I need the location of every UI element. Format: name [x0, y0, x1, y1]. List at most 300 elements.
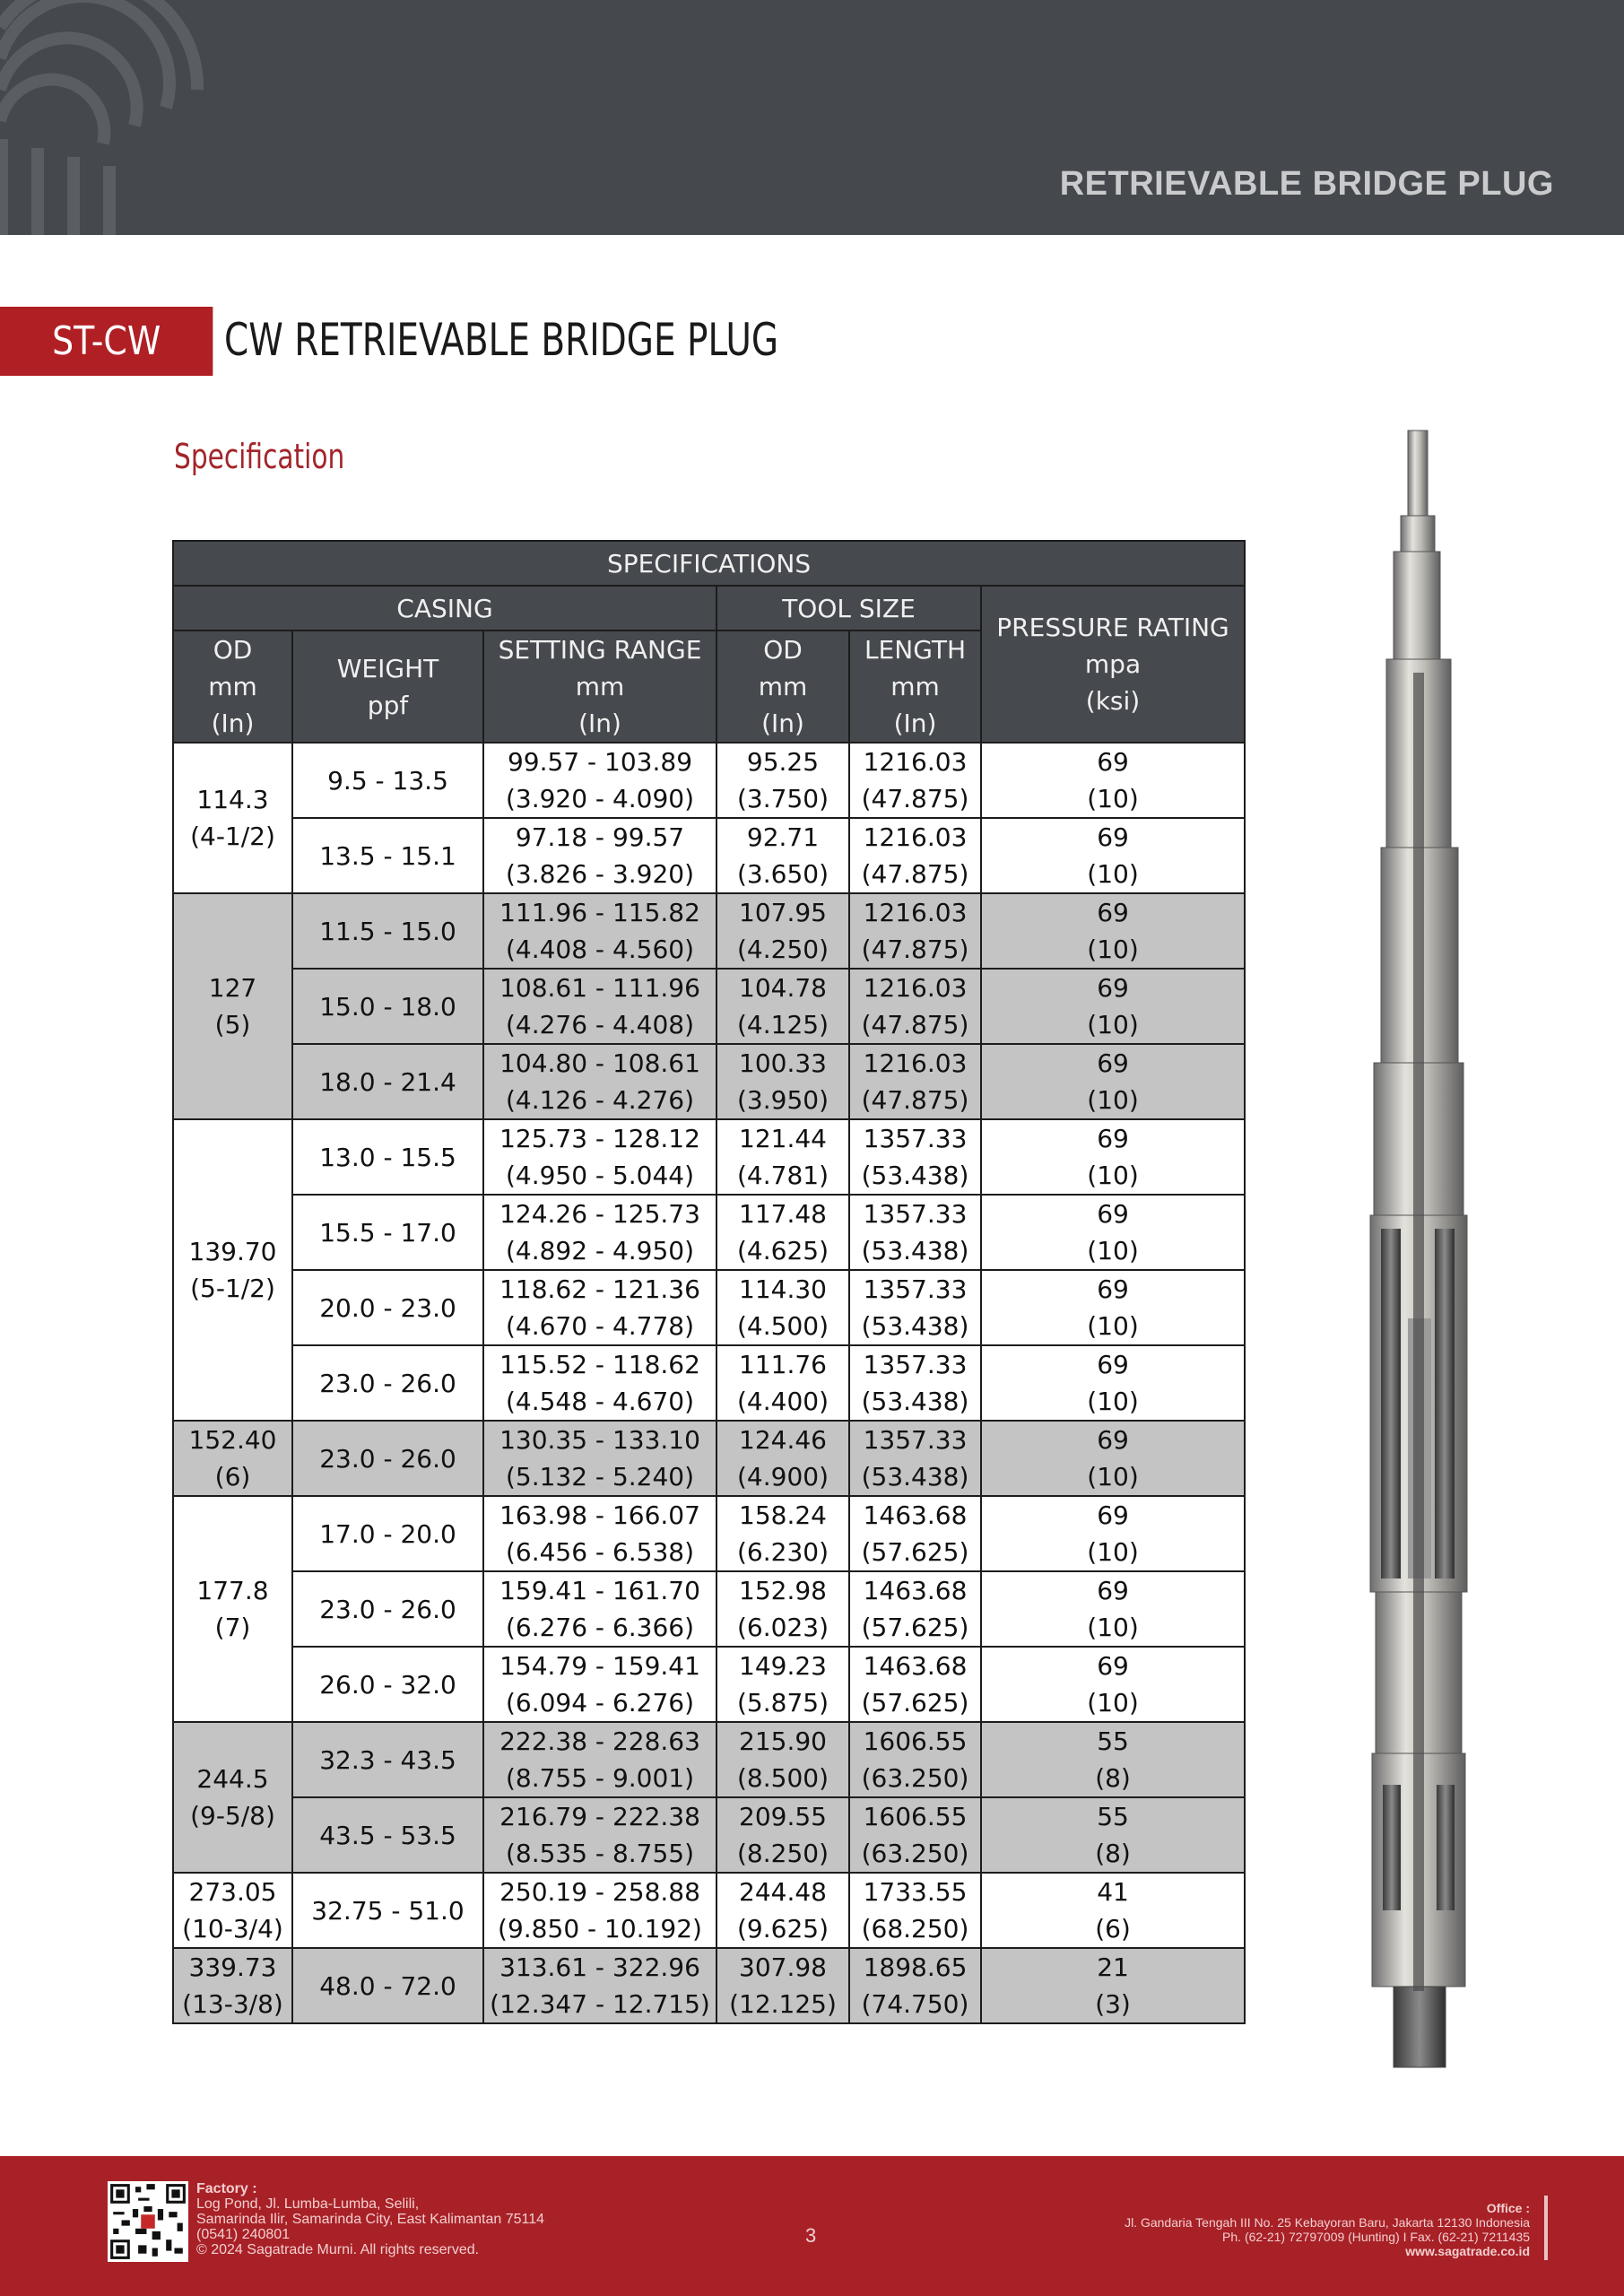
- pressure-rating-cell: [981, 1948, 1245, 2023]
- length-cell-line-1: 1463.68: [863, 1651, 968, 1681]
- casing-od-cell-line-2: (13-3/8): [182, 1989, 283, 2019]
- length-cell: [849, 1345, 981, 1421]
- weight-cell: [292, 743, 483, 818]
- tool-od-cell-line-2: (12.125): [729, 1989, 837, 2019]
- table-row: [173, 1044, 1245, 1119]
- pressure-rating-cell-line-2: (10): [1087, 935, 1139, 964]
- tool-od-cell-line-2: (4.625): [736, 1236, 829, 1265]
- setting-range-cell-line-1: 125.73 - 128.12: [499, 1124, 700, 1153]
- weight-cell-line-1: 20.0 - 23.0: [319, 1292, 456, 1323]
- length-cell-line-2: (47.875): [861, 1010, 969, 1039]
- weight-cell-line-1: 13.0 - 15.5: [319, 1142, 456, 1172]
- length-cell: [849, 1571, 981, 1647]
- setting-range-cell-line-2: (4.408 - 4.560): [505, 935, 695, 964]
- header-casing-od-label: OD: [213, 635, 253, 665]
- pressure-rating-cell-line-2: (8): [1095, 1763, 1131, 1793]
- weight-cell-line-1: 15.5 - 17.0: [319, 1217, 456, 1248]
- bridge-plug-illustration-icon: [1318, 422, 1515, 2090]
- length-cell-line-2: (47.875): [861, 935, 969, 964]
- setting-range-cell-line-1: 108.61 - 111.96: [499, 973, 700, 1003]
- setting-range-cell: [483, 893, 716, 969]
- copyright: © 2024 Sagatrade Murni. All rights reserved.: [196, 2242, 480, 2257]
- casing-od-cell-line-2: (5): [214, 1010, 251, 1039]
- setting-range-cell-line-1: 163.98 - 166.07: [499, 1500, 700, 1530]
- pressure-rating-cell: [981, 1797, 1245, 1873]
- length-cell-line-2: (57.625): [861, 1688, 969, 1718]
- table-row: [173, 1345, 1245, 1421]
- pressure-rating-cell-line-1: 69: [1097, 1199, 1129, 1229]
- pressure-rating-cell: [981, 1421, 1245, 1496]
- pressure-rating-cell: [981, 1496, 1245, 1571]
- casing-group: [173, 1119, 1245, 1421]
- header-length-unit-mm: mm: [890, 672, 940, 701]
- setting-range-cell: [483, 1195, 716, 1270]
- pressure-rating-cell: [981, 893, 1245, 969]
- qr-code-icon[interactable]: [108, 2181, 188, 2262]
- tool-od-cell-line-2: (4.400): [736, 1387, 829, 1416]
- length-cell-line-1: 1357.33: [863, 1425, 968, 1455]
- tool-od-cell-line-2: (5.875): [736, 1688, 829, 1718]
- page-number: 3: [805, 2224, 817, 2247]
- setting-range-cell-line-1: 99.57 - 103.89: [507, 747, 693, 777]
- setting-range-cell: [483, 1270, 716, 1345]
- pressure-rating-cell: [981, 1722, 1245, 1797]
- length-cell: [849, 1722, 981, 1797]
- pressure-rating-cell-line-2: (10): [1087, 1387, 1139, 1416]
- pressure-rating-cell: [981, 969, 1245, 1044]
- tool-od-cell: [716, 743, 849, 818]
- length-cell-line-1: 1606.55: [863, 1802, 968, 1831]
- header-casing-od-unit-in: (In): [211, 709, 255, 738]
- office-address: [1125, 2201, 1530, 2258]
- office-line-2: Ph. (62-21) 72797009 (Hunting) I Fax. (62-21) 7211435: [1222, 2230, 1530, 2244]
- length-cell-line-2: (68.250): [861, 1914, 969, 1944]
- setting-range-cell: [483, 1496, 716, 1571]
- casing-group: [173, 1722, 1245, 1873]
- length-cell-line-1: 1357.33: [863, 1199, 968, 1229]
- tool-od-cell-line-2: (8.250): [736, 1839, 829, 1868]
- office-line-1: Jl. Gandaria Tengah III No. 25 Kebayoran Baru, Jakarta 12130 Indonesia: [1125, 2215, 1530, 2230]
- header-pressure-label: PRESSURE RATING: [996, 613, 1229, 642]
- length-cell-line-2: (47.875): [861, 1085, 969, 1115]
- setting-range-cell: [483, 1119, 716, 1195]
- setting-range-cell-line-2: (4.670 - 4.778): [505, 1311, 695, 1341]
- pressure-rating-cell-line-1: 55: [1097, 1802, 1129, 1831]
- tool-od-cell-line-1: 209.55: [739, 1802, 827, 1831]
- table-row: [173, 1948, 1245, 2023]
- header-tool-od: [716, 631, 849, 743]
- length-cell-line-1: 1898.65: [863, 1952, 968, 1982]
- table-row: [173, 1195, 1245, 1270]
- pressure-rating-cell-line-2: (10): [1087, 1613, 1139, 1642]
- tool-od-cell-line-1: 111.76: [739, 1350, 827, 1379]
- table-row: [173, 1270, 1245, 1345]
- pressure-rating-cell-line-2: (10): [1087, 1085, 1139, 1115]
- tool-od-cell-line-1: 215.90: [739, 1726, 827, 1756]
- table-row: [173, 969, 1245, 1044]
- tool-od-cell-line-2: (3.650): [736, 859, 829, 889]
- setting-range-cell: [483, 1345, 716, 1421]
- weight-cell: [292, 1571, 483, 1647]
- header-tool-od-unit-in: (In): [761, 709, 804, 738]
- pressure-rating-cell-line-2: (8): [1095, 1839, 1131, 1868]
- weight-cell: [292, 1797, 483, 1873]
- pressure-rating-cell-line-1: 69: [1097, 1350, 1129, 1379]
- setting-range-cell: [483, 1647, 716, 1722]
- office-divider: [1544, 2196, 1548, 2260]
- tool-od-cell: [716, 1345, 849, 1421]
- tool-od-cell-line-2: (4.125): [736, 1010, 829, 1039]
- setting-range-cell-line-1: 118.62 - 121.36: [499, 1274, 700, 1304]
- tool-od-cell-line-1: 124.46: [739, 1425, 827, 1455]
- pressure-rating-cell: [981, 1044, 1245, 1119]
- length-cell-line-1: 1216.03: [863, 973, 968, 1003]
- setting-range-cell-line-1: 313.61 - 322.96: [499, 1952, 700, 1982]
- tool-od-cell: [716, 1195, 849, 1270]
- weight-cell: [292, 1345, 483, 1421]
- pressure-rating-cell-line-1: 69: [1097, 1500, 1129, 1530]
- setting-range-cell-line-2: (9.850 - 10.192): [498, 1914, 702, 1944]
- office-label: Office :: [1486, 2201, 1530, 2215]
- casing-od-cell-line-1: 139.70: [188, 1237, 277, 1266]
- header-tool-size: TOOL SIZE: [716, 586, 981, 631]
- length-cell-line-1: 1357.33: [863, 1124, 968, 1153]
- tool-od-cell-line-1: 121.44: [739, 1124, 827, 1153]
- weight-cell-line-1: 11.5 - 15.0: [319, 916, 456, 946]
- tool-od-cell: [716, 1722, 849, 1797]
- tool-od-cell-line-2: (3.950): [736, 1085, 829, 1115]
- length-cell: [849, 1270, 981, 1345]
- header-casing-od-unit-mm: mm: [208, 672, 257, 701]
- setting-range-cell-line-2: (4.276 - 4.408): [505, 1010, 695, 1039]
- casing-od-cell-line-1: 152.40: [188, 1425, 277, 1455]
- casing-od-cell-line-1: 177.8: [196, 1576, 269, 1605]
- setting-range-cell-line-1: 111.96 - 115.82: [499, 898, 700, 927]
- tool-od-cell: [716, 1496, 849, 1571]
- pressure-rating-cell: [981, 1195, 1245, 1270]
- casing-group: [173, 1873, 1245, 1948]
- weight-cell: [292, 1119, 483, 1195]
- pressure-rating-cell-line-1: 41: [1097, 1877, 1129, 1907]
- pressure-rating-cell-line-2: (10): [1087, 859, 1139, 889]
- casing-od-cell-line-2: (10-3/4): [182, 1914, 283, 1944]
- header-title: RETRIEVABLE BRIDGE PLUG: [1059, 165, 1554, 203]
- casing-group: [173, 1496, 1245, 1722]
- setting-range-cell-line-1: 154.79 - 159.41: [499, 1651, 700, 1681]
- table-row: [173, 1647, 1245, 1722]
- pressure-rating-cell-line-1: 69: [1097, 973, 1129, 1003]
- length-cell-line-1: 1216.03: [863, 898, 968, 927]
- setting-range-cell: [483, 1571, 716, 1647]
- length-cell: [849, 1119, 981, 1195]
- tool-od-cell-line-1: 100.33: [739, 1048, 827, 1078]
- tool-od-cell-line-2: (3.750): [736, 784, 829, 813]
- length-cell: [849, 969, 981, 1044]
- table-title: SPECIFICATIONS: [173, 541, 1245, 586]
- pressure-rating-cell: [981, 1873, 1245, 1948]
- tool-od-cell: [716, 1797, 849, 1873]
- length-cell-line-2: (57.625): [861, 1537, 969, 1567]
- casing-od-cell-line-1: 244.5: [196, 1764, 269, 1794]
- specifications-table: [172, 540, 1246, 2024]
- length-cell-line-2: (53.438): [861, 1387, 969, 1416]
- length-cell-line-2: (63.250): [861, 1839, 969, 1868]
- length-cell: [849, 1948, 981, 2023]
- length-cell-line-1: 1216.03: [863, 1048, 968, 1078]
- length-cell-line-2: (74.750): [861, 1989, 969, 2019]
- tool-od-cell-line-1: 117.48: [739, 1199, 827, 1229]
- tool-od-cell-line-1: 158.24: [739, 1500, 827, 1530]
- weight-cell: [292, 1722, 483, 1797]
- pressure-rating-cell-line-1: 69: [1097, 1576, 1129, 1605]
- length-cell-line-2: (53.438): [861, 1462, 969, 1492]
- casing-od-cell-line-2: (5-1/2): [190, 1274, 275, 1303]
- tool-od-cell-line-2: (4.250): [736, 935, 829, 964]
- tool-od-cell-line-2: (8.500): [736, 1763, 829, 1793]
- header-pressure-rating: [981, 586, 1245, 743]
- header-tool-od-unit-mm: mm: [758, 672, 808, 701]
- weight-cell-line-1: 32.75 - 51.0: [311, 1895, 465, 1926]
- casing-od-cell-line-1: 273.05: [188, 1877, 277, 1907]
- casing-od-cell-line-2: (7): [214, 1613, 251, 1642]
- setting-range-cell-line-2: (4.548 - 4.670): [505, 1387, 695, 1416]
- weight-cell-line-1: 13.5 - 15.1: [319, 840, 456, 871]
- weight-cell: [292, 818, 483, 893]
- setting-range-cell: [483, 969, 716, 1044]
- casing-od-cell-line-2: (4-1/2): [190, 822, 275, 851]
- length-cell: [849, 1421, 981, 1496]
- length-cell: [849, 743, 981, 818]
- weight-cell: [292, 893, 483, 969]
- weight-cell-line-1: 23.0 - 26.0: [319, 1594, 456, 1624]
- weight-cell: [292, 1496, 483, 1571]
- tool-od-cell-line-1: 92.71: [746, 822, 820, 852]
- length-cell-line-2: (53.438): [861, 1236, 969, 1265]
- weight-cell-line-1: 32.3 - 43.5: [319, 1744, 456, 1775]
- length-cell-line-1: 1733.55: [863, 1877, 968, 1907]
- length-cell-line-1: 1216.03: [863, 822, 968, 852]
- length-cell-line-1: 1216.03: [863, 747, 968, 777]
- pressure-rating-cell-line-1: 69: [1097, 1048, 1129, 1078]
- length-cell: [849, 1647, 981, 1722]
- setting-range-cell-line-2: (6.456 - 6.538): [505, 1537, 695, 1567]
- length-cell-line-2: (57.625): [861, 1613, 969, 1642]
- length-cell: [849, 1797, 981, 1873]
- factory-line-1: Log Pond, Jl. Lumba-Lumba, Selili,: [196, 2196, 420, 2212]
- setting-range-cell: [483, 1797, 716, 1873]
- pressure-rating-cell-line-1: 69: [1097, 1124, 1129, 1153]
- casing-group: [173, 1948, 1245, 2023]
- tool-od-cell-line-2: (9.625): [736, 1914, 829, 1944]
- pressure-rating-cell-line-1: 55: [1097, 1726, 1129, 1756]
- pressure-rating-cell: [981, 743, 1245, 818]
- header-weight-label: WEIGHT: [336, 653, 439, 683]
- pressure-rating-cell-line-2: (10): [1087, 1236, 1139, 1265]
- header-pressure-unit-mpa: mpa: [1084, 649, 1142, 679]
- setting-range-cell-line-2: (12.347 - 12.715): [490, 1989, 710, 2019]
- setting-range-cell-line-1: 250.19 - 258.88: [499, 1877, 700, 1907]
- header-pressure-unit-ksi: (ksi): [1085, 686, 1141, 716]
- tool-od-cell: [716, 1571, 849, 1647]
- tool-od-cell-line-2: (6.230): [736, 1537, 829, 1567]
- length-cell-line-2: (63.250): [861, 1763, 969, 1793]
- casing-od-cell: [173, 1421, 292, 1496]
- casing-od-cell: [173, 893, 292, 1119]
- setting-range-cell-line-2: (8.535 - 8.755): [505, 1839, 695, 1868]
- pressure-rating-cell: [981, 1345, 1245, 1421]
- casing-od-cell: [173, 1496, 292, 1722]
- header-casing: CASING: [173, 586, 716, 631]
- pressure-rating-cell-line-1: 69: [1097, 1274, 1129, 1304]
- tool-od-cell: [716, 1948, 849, 2023]
- weight-cell-line-1: 23.0 - 26.0: [319, 1443, 456, 1474]
- pressure-rating-cell: [981, 1571, 1245, 1647]
- factory-phone: (0541) 240801: [196, 2227, 291, 2242]
- company-logo-icon: [0, 0, 233, 235]
- table-row: [173, 743, 1245, 818]
- table-row: [173, 1797, 1245, 1873]
- setting-range-cell-line-1: 216.79 - 222.38: [499, 1802, 700, 1831]
- setting-range-cell-line-2: (6.276 - 6.366): [505, 1613, 695, 1642]
- pressure-rating-cell-line-1: 21: [1097, 1952, 1129, 1982]
- header-weight: [292, 631, 483, 743]
- pressure-rating-cell-line-1: 69: [1097, 1651, 1129, 1681]
- setting-range-cell: [483, 818, 716, 893]
- tool-od-cell-line-2: (6.023): [736, 1613, 829, 1642]
- length-cell-line-1: 1606.55: [863, 1726, 968, 1756]
- setting-range-cell-line-2: (4.950 - 5.044): [505, 1161, 695, 1190]
- length-cell: [849, 818, 981, 893]
- tool-od-cell: [716, 1421, 849, 1496]
- header-length-label: LENGTH: [864, 635, 967, 665]
- casing-group: [173, 743, 1245, 893]
- page-header: [0, 0, 1624, 235]
- tool-od-cell-line-1: 149.23: [739, 1651, 827, 1681]
- setting-range-cell: [483, 743, 716, 818]
- setting-range-cell-line-1: 97.18 - 99.57: [515, 822, 685, 852]
- tool-od-cell: [716, 893, 849, 969]
- tool-od-cell-line-2: (4.500): [736, 1311, 829, 1341]
- setting-range-cell-line-2: (6.094 - 6.276): [505, 1688, 695, 1718]
- weight-cell: [292, 969, 483, 1044]
- length-cell-line-1: 1357.33: [863, 1350, 968, 1379]
- header-setting-label: SETTING RANGE: [498, 635, 702, 665]
- setting-range-cell-line-1: 159.41 - 161.70: [499, 1576, 700, 1605]
- header-casing-od: [173, 631, 292, 743]
- weight-cell: [292, 1873, 483, 1948]
- length-cell-line-1: 1463.68: [863, 1500, 968, 1530]
- header-weight-unit: ppf: [367, 690, 409, 720]
- tool-od-cell: [716, 1119, 849, 1195]
- length-cell-line-1: 1357.33: [863, 1274, 968, 1304]
- pressure-rating-cell-line-2: (10): [1087, 1537, 1139, 1567]
- setting-range-cell: [483, 1948, 716, 2023]
- weight-cell: [292, 1044, 483, 1119]
- pressure-rating-cell-line-1: 69: [1097, 822, 1129, 852]
- pressure-rating-cell-line-2: (10): [1087, 1161, 1139, 1190]
- tool-od-cell-line-1: 307.98: [739, 1952, 827, 1982]
- casing-od-cell: [173, 1948, 292, 2023]
- weight-cell-line-1: 18.0 - 21.4: [319, 1066, 456, 1097]
- pressure-rating-cell-line-2: (6): [1095, 1914, 1131, 1944]
- tool-od-cell-line-1: 244.48: [739, 1877, 827, 1907]
- pressure-rating-cell: [981, 1647, 1245, 1722]
- weight-cell: [292, 1421, 483, 1496]
- length-cell: [849, 1195, 981, 1270]
- length-cell-line-2: (47.875): [861, 859, 969, 889]
- casing-od-cell: [173, 1873, 292, 1948]
- weight-cell-line-1: 15.0 - 18.0: [319, 991, 456, 1022]
- weight-cell-line-1: 17.0 - 20.0: [319, 1518, 456, 1549]
- setting-range-cell-line-2: (5.132 - 5.240): [505, 1462, 695, 1492]
- table-row: [173, 1496, 1245, 1571]
- setting-range-cell-line-2: (8.755 - 9.001): [505, 1763, 695, 1793]
- pressure-rating-cell: [981, 818, 1245, 893]
- header-setting-unit-mm: mm: [575, 672, 625, 701]
- casing-od-cell-line-1: 127: [208, 973, 257, 1003]
- header-setting-range: [483, 631, 716, 743]
- factory-address: [196, 2181, 544, 2257]
- length-cell: [849, 1873, 981, 1948]
- weight-cell: [292, 1195, 483, 1270]
- weight-cell-line-1: 43.5 - 53.5: [319, 1820, 456, 1850]
- section-title: Specification: [174, 437, 345, 476]
- table-row: [173, 818, 1245, 893]
- tool-od-cell-line-1: 114.30: [739, 1274, 827, 1304]
- page-footer: [0, 2156, 1624, 2296]
- weight-cell-line-1: 26.0 - 32.0: [319, 1669, 456, 1700]
- setting-range-cell: [483, 1421, 716, 1496]
- length-cell-line-2: (53.438): [861, 1161, 969, 1190]
- weight-cell-line-1: 9.5 - 13.5: [327, 765, 448, 796]
- header-length: [849, 631, 981, 743]
- setting-range-cell-line-2: (4.126 - 4.276): [505, 1085, 695, 1115]
- factory-line-2: Samarinda Ilir, Samarinda City, East Kalimantan 75114: [196, 2212, 545, 2227]
- header-length-unit-in: (In): [893, 709, 937, 738]
- weight-cell: [292, 1647, 483, 1722]
- pressure-rating-cell-line-2: (10): [1087, 1311, 1139, 1341]
- table-row: [173, 1873, 1245, 1948]
- casing-group: [173, 1421, 1245, 1496]
- length-cell-line-1: 1463.68: [863, 1576, 968, 1605]
- table-row: [173, 1421, 1245, 1496]
- tool-od-cell: [716, 1044, 849, 1119]
- table-row: [173, 1571, 1245, 1647]
- casing-od-cell-line-1: 339.73: [188, 1952, 277, 1982]
- header-setting-unit-in: (In): [578, 709, 621, 738]
- tool-od-cell: [716, 1873, 849, 1948]
- website-link[interactable]: www.sagatrade.co.id: [1405, 2244, 1530, 2258]
- tool-od-cell-line-1: 95.25: [746, 747, 820, 777]
- pressure-rating-cell-line-1: 69: [1097, 747, 1129, 777]
- weight-cell: [292, 1948, 483, 2023]
- product-code-badge: ST-CW: [0, 307, 213, 376]
- pressure-rating-cell-line-2: (10): [1087, 1010, 1139, 1039]
- factory-label: Factory :: [196, 2181, 257, 2196]
- table-row: [173, 1119, 1245, 1195]
- tool-od-cell-line-2: (4.781): [736, 1161, 829, 1190]
- length-cell-line-2: (53.438): [861, 1311, 969, 1341]
- tool-od-cell-line-1: 104.78: [739, 973, 827, 1003]
- length-cell: [849, 893, 981, 969]
- setting-range-cell: [483, 1044, 716, 1119]
- setting-range-cell-line-2: (4.892 - 4.950): [505, 1236, 695, 1265]
- setting-range-cell-line-1: 115.52 - 118.62: [499, 1350, 700, 1379]
- product-title: CW RETRIEVABLE BRIDGE PLUG: [224, 314, 779, 366]
- tool-od-cell-line-1: 152.98: [739, 1576, 827, 1605]
- casing-group: [173, 893, 1245, 1119]
- table-row: [173, 893, 1245, 969]
